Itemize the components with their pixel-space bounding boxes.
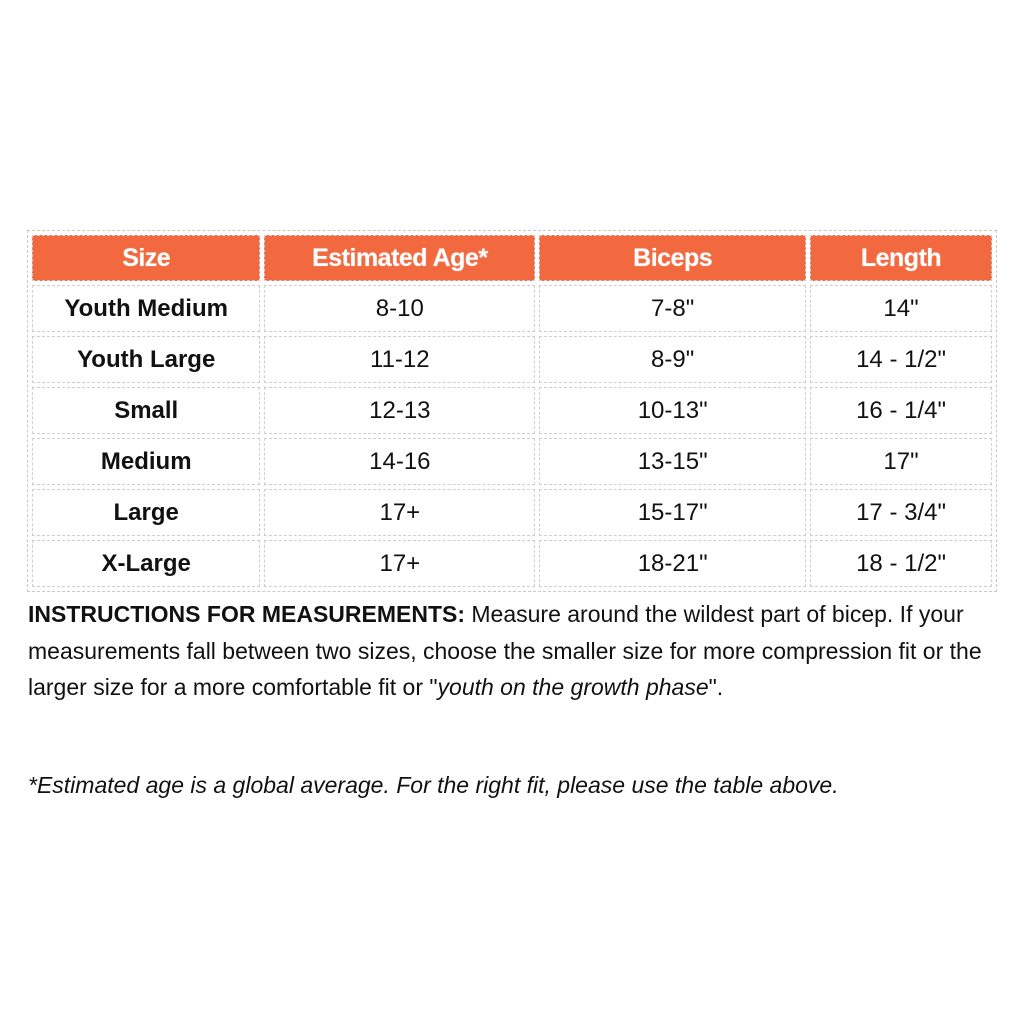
age-cell: 12-13 [264, 387, 535, 434]
biceps-cell: 10-13" [539, 387, 806, 434]
biceps-cell: 13-15" [539, 438, 806, 485]
instructions-text: Measure around the wildest part of bicep. If your measurements fall between two sizes, choose the smaller size for more compression fit or the larger size for a more comfortable fit or " [28, 601, 982, 700]
table-header-row [32, 235, 992, 281]
biceps-cell: 7-8" [539, 285, 806, 332]
length-cell: 18 - 1/2" [810, 540, 992, 587]
length-cell: 14 - 1/2" [810, 336, 992, 383]
table-row [32, 489, 992, 536]
age-cell: 11-12 [264, 336, 535, 383]
table-row [32, 438, 992, 485]
instructions-italic-quote: youth on the growth phase [437, 674, 709, 700]
size-cell: Large [32, 489, 260, 536]
table-row [32, 285, 992, 332]
age-cell: 8-10 [264, 285, 535, 332]
table-row [32, 540, 992, 587]
table-row [32, 336, 992, 383]
header-length: Length [810, 235, 992, 281]
size-cell: X-Large [32, 540, 260, 587]
size-cell: Youth Large [32, 336, 260, 383]
instructions-heading: INSTRUCTIONS FOR MEASUREMENTS: [28, 601, 465, 627]
age-cell: 14-16 [264, 438, 535, 485]
age-cell: 17+ [264, 540, 535, 587]
size-cell: Small [32, 387, 260, 434]
biceps-cell: 8-9" [539, 336, 806, 383]
length-cell: 17 - 3/4" [810, 489, 992, 536]
length-cell: 16 - 1/4" [810, 387, 992, 434]
age-footnote: *Estimated age is a global average. For the right fit, please use the table above. [28, 772, 839, 798]
header-biceps: Biceps [539, 235, 806, 281]
instructions-end: ". [708, 674, 724, 700]
header-estimated-age: Estimated Age* [264, 235, 535, 281]
size-chart-table [27, 230, 997, 592]
size-cell: Youth Medium [32, 285, 260, 332]
length-cell: 14" [810, 285, 992, 332]
header-size: Size [32, 235, 260, 281]
length-cell: 17" [810, 438, 992, 485]
biceps-cell: 18-21" [539, 540, 806, 587]
size-cell: Medium [32, 438, 260, 485]
table-row [32, 387, 992, 434]
biceps-cell: 15-17" [539, 489, 806, 536]
age-cell: 17+ [264, 489, 535, 536]
measurement-instructions [28, 596, 988, 706]
